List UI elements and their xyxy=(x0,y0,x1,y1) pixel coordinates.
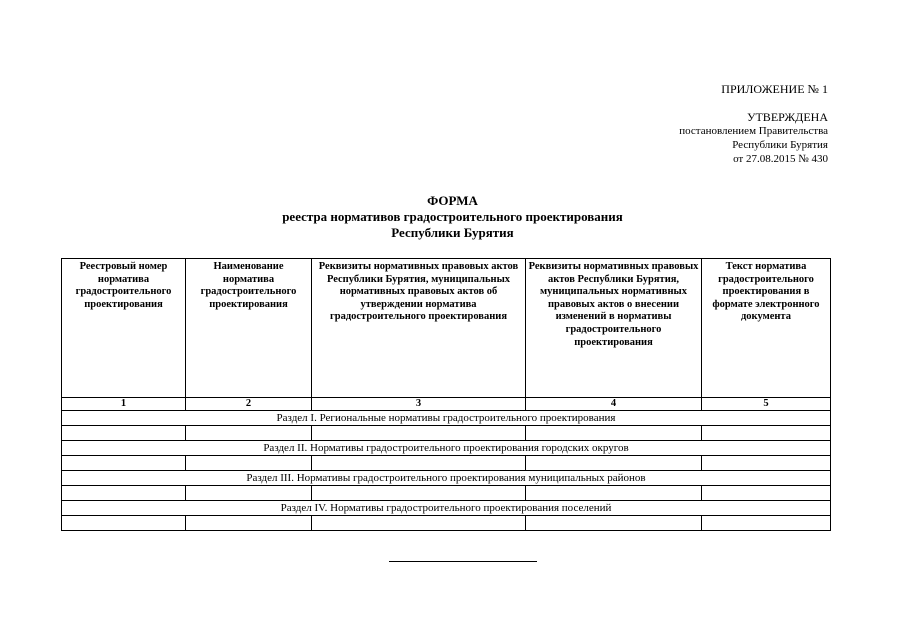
registry-table xyxy=(61,258,831,531)
table-cell xyxy=(186,486,312,501)
table-row xyxy=(62,516,831,531)
table-cell xyxy=(62,456,186,471)
table-cell xyxy=(526,516,702,531)
column-number: 5 xyxy=(702,398,831,411)
table-cell xyxy=(186,426,312,441)
table-cell xyxy=(62,426,186,441)
section-title: Раздел III. Нормативы градостроительного проектирования муниципальных районов xyxy=(62,471,831,486)
region-label: Республики Бурятия xyxy=(732,139,828,151)
column-number: 2 xyxy=(186,398,312,411)
title-line-2: реестра нормативов градостроительного проектирования xyxy=(282,209,623,224)
table-cell xyxy=(702,516,831,531)
header-cell-electronic-text: Текст норматива градостроительного проектирования в формате электронного документа xyxy=(702,259,831,398)
table-cell xyxy=(526,456,702,471)
table-cell xyxy=(312,456,526,471)
header-cell-name: Наименование норматива градостроительного проектирования xyxy=(186,259,312,398)
table-cell xyxy=(702,426,831,441)
document-title xyxy=(0,193,905,241)
table-row xyxy=(62,426,831,441)
approved-label: УТВЕРЖДЕНА xyxy=(746,110,828,124)
table-cell xyxy=(312,426,526,441)
section-row xyxy=(62,441,831,456)
approval-block xyxy=(679,82,828,166)
section-row xyxy=(62,471,831,486)
title-line-3: Республики Бурятия xyxy=(391,225,514,240)
table-row xyxy=(62,456,831,471)
annex-label: ПРИЛОЖЕНИЕ № 1 xyxy=(721,82,828,96)
header-cell-approval-acts: Реквизиты нормативных правовых актов Республики Бурятия, муниципальных нормативных правовых актов об утверждении норматива градостроительного проектирования xyxy=(312,259,526,398)
header-cell-amendment-acts: Реквизиты нормативных правовых актов Республики Бурятия, муниципальных нормативных правовых актов о внесении изменений в нормативы градостроительного проектирования xyxy=(526,259,702,398)
table-cell xyxy=(702,486,831,501)
table-cell xyxy=(526,486,702,501)
title-line-1: ФОРМА xyxy=(427,193,478,208)
section-title: Раздел I. Региональные нормативы градостроительного проектирования xyxy=(62,411,831,426)
decree-label: постановлением Правительства xyxy=(679,125,828,137)
header-row xyxy=(62,259,831,398)
table-cell xyxy=(186,516,312,531)
section-row xyxy=(62,501,831,516)
column-number: 4 xyxy=(526,398,702,411)
table-cell xyxy=(186,456,312,471)
table-cell xyxy=(312,516,526,531)
decree-date: от 27.08.2015 № 430 xyxy=(733,153,828,165)
section-row xyxy=(62,411,831,426)
column-number: 3 xyxy=(312,398,526,411)
footnote-separator xyxy=(389,561,537,562)
table-cell xyxy=(312,486,526,501)
header-cell-registry-number: Реестровый номер норматива градостроительного проектирования xyxy=(62,259,186,398)
column-number-row xyxy=(62,398,831,411)
column-number: 1 xyxy=(62,398,186,411)
table-cell xyxy=(62,516,186,531)
section-title: Раздел II. Нормативы градостроительного проектирования городских округов xyxy=(62,441,831,456)
section-title: Раздел IV. Нормативы градостроительного проектирования поселений xyxy=(62,501,831,516)
table-cell xyxy=(62,486,186,501)
table-cell xyxy=(526,426,702,441)
table-row xyxy=(62,486,831,501)
table-cell xyxy=(702,456,831,471)
